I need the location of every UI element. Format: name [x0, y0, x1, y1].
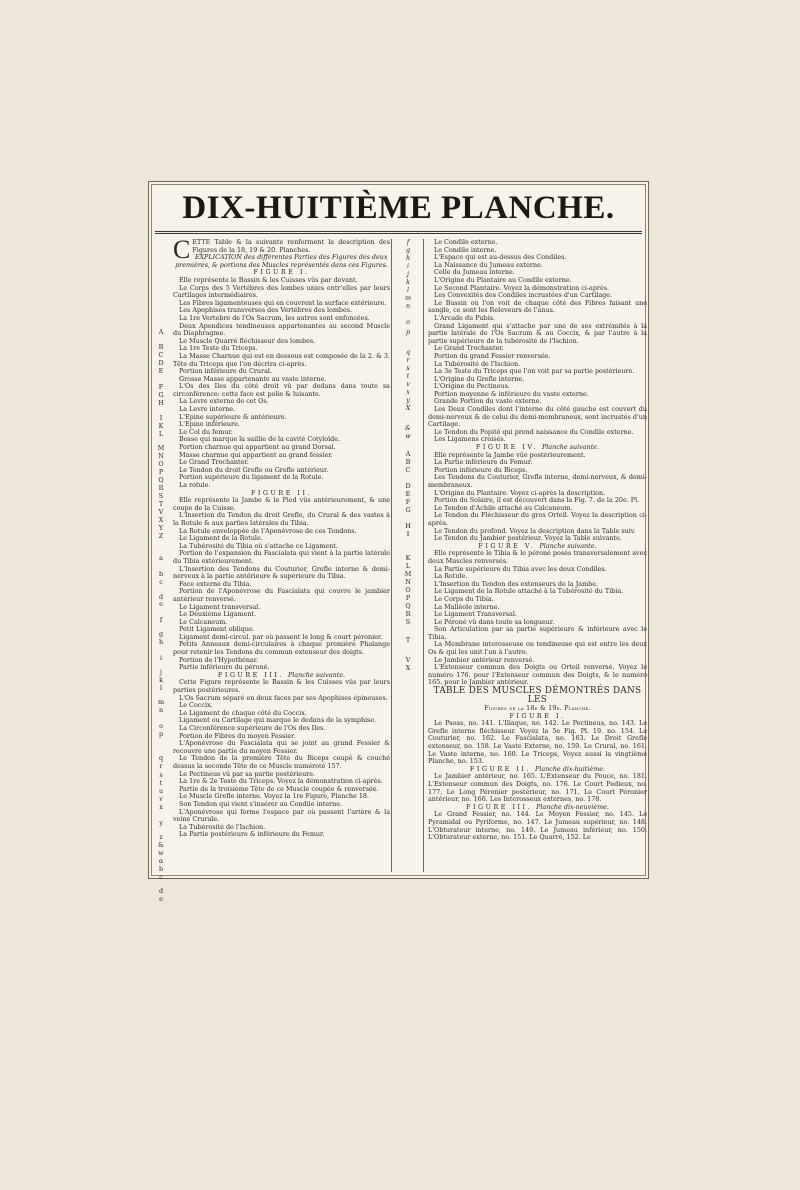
drop-cap: C	[173, 235, 191, 264]
reference-letter: c	[159, 578, 163, 586]
reference-letter: C	[405, 466, 411, 474]
reference-letter: f	[406, 238, 410, 246]
description-entry: Le Col du femur.	[179, 427, 233, 436]
description-entry: Partie de la troisième Tête de ce Muscle coupée & renversée.	[179, 784, 379, 793]
figure-label: FIGURE I.	[509, 711, 566, 720]
description-entry: Face externe du Tibia.	[179, 579, 252, 588]
description-entry: Les Fibres ligamenteuses qui en couvrent la surface extérieure.	[179, 298, 387, 307]
reference-letter: w	[158, 849, 164, 857]
reference-letter: P	[158, 468, 164, 476]
description-entry: La 3e Teste du Triceps que l'on voit par sa partie postérieure.	[434, 367, 635, 376]
intro-text: ETTE Table & la suivante renferment la description des Figures de la 18, 19 & 20. Planches.	[192, 238, 390, 254]
reference-letter: i	[406, 262, 410, 270]
description-entry: L'Epine inférieure.	[179, 420, 240, 429]
reference-letter: X	[158, 516, 164, 524]
description-entry: Les Ligamens croisés.	[434, 435, 506, 444]
description-entry: La Membrane interosseuse ou tendineuse qui est entre les deux Os & qui les unit l'un à l'autre.	[428, 640, 647, 657]
description-entry: Le Calcaneum.	[179, 617, 228, 626]
figure-label: FIGURE II.	[250, 488, 313, 497]
page-title: DIX-HUITIÈME PLANCHE.	[182, 190, 615, 226]
reference-letter: S	[405, 618, 411, 626]
description-entry: L'Espace qui est au-dessus des Condiles.	[434, 253, 567, 262]
column-rule-right	[423, 239, 424, 872]
description-entry: L'Insertion du Tendon du droit Grefle, du Crural & des vastes à la Rotule & aux parties latérales du Tibia.	[173, 511, 390, 527]
description-entry: L'Origine du Pectineus.	[434, 382, 510, 391]
description-entry: Le Bassin où l'on voit de chaque côté des Fibres faisant une sangle, ce sont les Releveurs de l'anus.	[428, 298, 647, 315]
reference-letter: G	[158, 391, 164, 399]
reference-letter: p	[405, 328, 411, 336]
reference-letter: D	[405, 482, 411, 490]
description-entry: Le Ligament de chaque côté du Coccix.	[179, 708, 307, 717]
reference-letter: u	[158, 787, 164, 795]
description-entry: L'Aponévrose du Fascialata qui se joint au grand Fessier & recouvre une partie du moyen Fessier.	[173, 739, 390, 755]
reference-letter: N	[405, 578, 411, 586]
description-entry: Le Ligament de la Rotule attaché à la Tubérosité du Tibia.	[434, 587, 624, 596]
description-entry: Le Tendon d'Achile attaché au Calcaneum.	[434, 503, 573, 512]
reference-letter: k	[406, 278, 410, 286]
description-entry: Portion de l'Hypothénar.	[179, 655, 259, 664]
description-entry: Le Condile interne.	[434, 245, 497, 254]
reference-letter: j	[160, 668, 162, 676]
description-entry: L'Origine du Plantaire. Voyez ci-après la description.	[434, 488, 606, 497]
description-entry: L'Epine supérieure & antérieure.	[179, 412, 287, 421]
reference-letter: H	[405, 522, 411, 530]
reference-letter: v	[159, 795, 163, 803]
figure-label: FIGURE I.	[253, 268, 310, 277]
description-entry: La Naissance du Jumeau externe.	[434, 260, 543, 269]
column-rule-left	[391, 239, 392, 872]
reference-letter: z	[159, 833, 163, 841]
description-entry: L'Os Sacrum séparé en deux faces par ses Apophises épineuses.	[179, 693, 388, 702]
reference-letter: Q	[405, 602, 411, 610]
reference-letter: A	[405, 450, 411, 458]
reference-letter: w	[405, 432, 411, 440]
description-entry: Le Deuxième Ligament.	[179, 610, 257, 619]
reference-letter: X	[405, 664, 411, 672]
description-entry: La Rotule.	[434, 572, 468, 581]
description-entry: Portion charnue qui appartient au grand Dorsal.	[179, 443, 336, 452]
figure-label: FIGURE V.	[478, 541, 536, 550]
description-entry: La 1re Vertebre de l'Os Sacrum, les autres sont enfoncées.	[179, 313, 370, 322]
description-entry: La Partie postérieure & inférieure du Femur.	[179, 830, 325, 839]
description-entry: L'Origine du Grefle interne.	[434, 374, 525, 383]
title-rule	[155, 231, 642, 234]
description-entry: Le Corps du Tibia.	[434, 594, 494, 603]
reference-letter: α	[158, 857, 164, 865]
reference-letter: V	[158, 508, 164, 516]
description-entry: Portion de l'Aponévrose du Fascialata qui couvre le jambier antérieur renversé.	[173, 587, 390, 603]
reference-letter: x	[159, 803, 163, 811]
description-entry: La 1re Teste du Triceps.	[179, 344, 258, 353]
reference-letter: c	[159, 873, 163, 881]
description-entry: La Tubérosité du Tibia où s'attache ce Ligament.	[179, 541, 338, 550]
description-entry: Ligament demi-circul. par où passent le long & court péronier.	[179, 632, 383, 641]
description-entry: Le Péroné vû dans toute sa longueur.	[434, 617, 555, 626]
description-entry: Le Muscle Grefle interne. Voyez la 1re Figure, Planche 18.	[179, 792, 369, 801]
reference-letter: t	[406, 372, 410, 380]
reference-letter: l	[406, 286, 410, 294]
reference-letter: R	[405, 610, 411, 618]
reference-letter: T	[158, 500, 164, 508]
description-entry: Celle du Jumeau interne.	[434, 268, 515, 277]
reference-letter: d	[158, 887, 164, 895]
description-entry: L'Arcade du Pubis.	[434, 313, 496, 322]
description-entry: Le Grand Trochanter.	[434, 344, 504, 353]
reference-letter: X	[405, 404, 411, 412]
figure-note: Planche dix-neuvième.	[536, 802, 609, 811]
reference-letter: H	[158, 399, 164, 407]
description-entry: Son Tendon qui vient s'insérer au Condile interne.	[179, 799, 343, 808]
description-entry: Le Jambier antérieur renversé.	[434, 655, 535, 664]
reference-letter: Q	[158, 476, 164, 484]
description-entry: L'Aponévrose qui ferme l'espace par où passent l'artère & la veine Crurale.	[173, 807, 390, 824]
figure-label: FIGURE III.	[217, 670, 284, 679]
reference-letter: s	[159, 771, 163, 779]
reference-letter: q	[158, 754, 164, 762]
reference-letter: B	[405, 458, 411, 466]
description-entry: La Circonférence supérieure de l'Os des Iles.	[179, 724, 326, 732]
description-entry: Grosse Masse appartenante au vaste interne.	[179, 374, 327, 383]
reference-letter: y	[159, 819, 163, 827]
reference-letter: b	[158, 570, 164, 578]
figure-note: Planche suivante.	[287, 670, 346, 679]
description-entry: La Rotule enveloppée de l'Aponévrose de ces Tendons.	[179, 526, 357, 535]
reference-letter: I	[159, 414, 163, 422]
reference-letter: r	[159, 762, 163, 770]
description-entry: Portion du grand Fessier renversée.	[434, 351, 551, 360]
reference-letter: L	[158, 430, 164, 438]
description-entry: Le Ligament de la Rotule.	[179, 534, 263, 543]
plate-sheet	[148, 181, 649, 903]
reference-letter: h	[405, 254, 411, 262]
description-entry: Le Ligament transversal.	[179, 602, 261, 611]
reference-letter: p	[158, 730, 164, 738]
description-entry: Le Second Plantaire. Voyez la démonstration ci-après.	[434, 283, 610, 292]
reference-letter: Z	[158, 532, 164, 540]
description-entry: Portion de l'expansion du Fascialata qui vient à la partie latérale du Tibia extérieurement.	[173, 549, 390, 565]
reference-letter: e	[159, 600, 163, 608]
description-entry: Le Tendon du Fléchisseur du gros Orteil. Voyez la description ci-après.	[428, 511, 647, 527]
description-entry: Le Tendon de la première Tête du Biceps coupé & couché dessus la seconde Tête de ce Muscle numéroté 157.	[173, 754, 390, 770]
reference-letter: S	[158, 492, 164, 500]
reference-letter: s	[406, 364, 410, 372]
description-entry: Le Psoas, no. 141. L'Iliaque, no. 142. Le Pectineus, no. 143. Le Grefle interne fléchisseur. Voyez la 5e Fig. Pl. 19. no. 154. Le Couturier, no. 162. Le Fascialata, no. 163. Le Droit Grefle extenseur, no. 158. Le Vaste Externe, no. 159. Le Crural, no. 161. Le Vaste interne, no. 160. Le Triceps, Voyez aussi la vingtième Planche, no. 153.	[428, 719, 647, 766]
reference-letter: F	[158, 383, 164, 391]
reference-letter: o	[159, 722, 163, 730]
description-entry: Portion inférieure du Crural.	[179, 367, 272, 376]
description-entry: Le Tendon du profond. Voyez la description dans la Table suiv.	[434, 526, 636, 535]
figure-label: FIGURE II.	[469, 764, 531, 773]
left-text-column	[173, 235, 390, 839]
description-entry: Portion inférieure du Biceps.	[434, 465, 528, 474]
description-entry: Partie inférieure du péroné.	[179, 663, 270, 672]
reference-letter: &	[405, 424, 411, 432]
reference-letter: n	[405, 302, 411, 310]
reference-letter: K	[158, 422, 164, 430]
reference-letter: N	[158, 452, 164, 460]
description-entry: Les Convexités des Condiles incrustées d'un Cartilage.	[434, 291, 613, 300]
description-entry: La Levre interne.	[179, 405, 236, 414]
description-entry: Portion de Fibres du moyen Fessier.	[179, 731, 296, 740]
description-entry: Le Grand Trochanter.	[179, 458, 249, 467]
reference-letter: M	[404, 570, 412, 578]
figure-label: FIGURE III.	[466, 802, 533, 811]
description-entry: Ligament ou Cartilage qui marque le dedans de la symphise.	[179, 716, 377, 725]
description-entry: Portion moyenne & inférieure du vaste externe.	[434, 389, 589, 398]
description-entry: La Partie inférieure du Femur.	[434, 458, 533, 467]
description-entry: Le Jambier antérieur, no. 165. L'Extenseur du Pouce, no. 181. L'Extenseur commun des Doigts, no. 176. Le Court Pedieux, no. 177. Le Long Péronier postérieur, no. 171. Le Court Péronier antérieur, no. 166. Les Interosseux externes, no. 178.	[428, 772, 647, 804]
reference-letter: Y	[158, 524, 164, 532]
description-entry: Le Tendon du Popité qui prend naissance du Condile externe.	[434, 427, 634, 436]
reference-letter: D	[158, 359, 164, 367]
description-entry: Le Coccix.	[179, 701, 213, 710]
reference-letter: F	[405, 498, 411, 506]
description-entry: Le Pectineus vû par sa partie postérieure.	[179, 769, 316, 778]
figure-note: Planche dix-huitième.	[534, 764, 606, 773]
figure-label: FIGURE IV.	[475, 443, 538, 452]
description-entry: Le Tendon du droit Grefle ou Grefle antérieur.	[179, 465, 329, 474]
description-entry: Son Articulation par sa partie supérieure & inférieure avec le Tibia.	[428, 625, 647, 641]
description-entry: L'Extenseur commun des Doigts ou Orteil renversé. Voyez le numéro 176. pour l'Extenseur commun des Doigts, & le numéro 165. pour le Jambier antérieur.	[428, 663, 647, 687]
reference-letter: P	[405, 594, 411, 602]
description-entry: Portion supérieure du ligament de la Rotule.	[179, 473, 324, 482]
reference-letter: V	[405, 656, 411, 664]
reference-letter: C	[158, 351, 164, 359]
reference-letter: R	[158, 484, 164, 492]
description-entry: Le Ligament Transversal.	[434, 610, 517, 619]
reference-letter: f	[159, 616, 163, 624]
description-entry: Le Grand Fessier, no. 144. Le Moyen Fessier, no. 145. Le Pyramidal ou Pyriforme, no. 147. Le Jumeau supérieur, no. 148. L'Obturateur interne, no. 149. Le Jumeau inférieur, no. 150. L'Obturateur externe, no. 151. Le Quarré, 152. Le	[428, 810, 647, 842]
reference-letter: O	[158, 460, 164, 468]
reference-letter: B	[158, 343, 164, 351]
description-entry: Elle représente le Bassin & les Cuisses vûs par devant.	[179, 275, 358, 284]
right-text-column	[428, 239, 647, 842]
reference-letter: G	[405, 506, 411, 514]
description-entry: L'Os des Iles du côté droit vû par dedans dans toute sa circonférence: cette face est polie & luisante.	[173, 382, 390, 398]
reference-letter: &	[158, 841, 164, 849]
table-subheading: Figures de la 18e & 19e. Planche.	[484, 704, 591, 713]
description-entry: La Tubérosité de l'Ischion.	[434, 359, 521, 368]
description-entry: Le Tendon du Jambier postérieur. Voyez la Table suivante.	[434, 534, 622, 543]
reference-letter: E	[158, 367, 164, 375]
table-heading: TABLE DES MUSCLES DÉMONTRÉS DANS LES	[433, 686, 642, 706]
reference-letter: g	[405, 246, 411, 254]
reference-letter: d	[158, 593, 164, 601]
reference-letter: t	[159, 779, 163, 787]
description-entry: La Levre externe de cet Os.	[179, 397, 269, 406]
reference-letter: T	[405, 636, 411, 644]
explication-heading: EXPLICATION des différentes Parties des Figures des deux premières, & portions des Muscles représentés dans ces Figures.	[175, 253, 388, 269]
reference-letter: b	[158, 865, 164, 873]
reference-letter: n	[158, 706, 164, 714]
description-entry: Le Muscle Quarré fléchisseur des lombes.	[179, 336, 316, 345]
description-entry: Le Condile externe.	[434, 238, 498, 246]
reference-letter: y	[406, 396, 410, 404]
description-entry: La rotule.	[179, 481, 211, 489]
figure-note: Planche suivante.	[541, 443, 600, 452]
description-entry: Grande Portion du vaste externe.	[434, 397, 542, 406]
reference-letter: m	[404, 294, 412, 302]
description-entry: Cette Figure représente le Bassin & les Cuisses vûs par leurs parties postérieures.	[173, 678, 390, 695]
description-entry: La Malléole interne.	[434, 602, 500, 611]
description-entry: Bosse qui marque la saillie de la cavité Cotyloïde.	[179, 435, 341, 444]
description-entry: La 1re & 2e Teste du Triceps. Voyez la démonstration ci-après.	[179, 777, 383, 786]
description-entry: La Masse Charnue qui est en dessous est composée de la 2. & 3. Tête du Triceps que l'on décrira ci-après.	[173, 351, 390, 368]
description-entry: Elle représente le Tibia & le péroné posés transversalement avec deux Muscles renversés.	[428, 549, 647, 565]
description-entry: Les Tendons du Couturier, Grefle interne, demi-nerveux, & demi-membraneux.	[428, 473, 647, 489]
figure-note: Planche suivante.	[539, 541, 597, 550]
reference-letter: o	[406, 318, 410, 326]
description-entry: L'Insertion du Tendon des extenseurs de la Jambe.	[434, 579, 599, 588]
description-entry: Elle représente la Jambe & le Pied vûs antérieurement, & une coupe de la Cuisse.	[173, 496, 390, 512]
reference-letter: j	[407, 270, 409, 278]
description-entry: Deux Apendices tendineuses appartenantes au second Muscle du Diaphragme.	[173, 321, 390, 338]
description-entry: Les Deux Condiles dont l'interne du côté gauche est couvert du demi-nerveux & de celui du demi-membraneux, sont incrustés d'un Cartilage.	[428, 405, 647, 429]
reference-letter: h	[158, 638, 164, 646]
reference-letter: L	[405, 562, 411, 570]
reference-letter: i	[159, 654, 163, 662]
reference-letter: e	[159, 895, 163, 903]
reference-letter: x	[406, 388, 410, 396]
description-entry: Portion du Solaire, il est découvert dans la Fig. 7. de la 20e. Pl.	[434, 496, 640, 505]
description-entry: Masse charnue qui appartient au grand fessier.	[179, 450, 333, 459]
reference-letter: l	[159, 684, 163, 692]
description-entry: La Tubérosité de l'Ischion.	[179, 822, 266, 831]
description-entry: Les Apophises transverses des Vertébres des lombes.	[179, 306, 353, 315]
description-entry: La Partie supérieure du Tibia avec les deux Condiles.	[434, 564, 607, 573]
reference-letter: v	[406, 380, 410, 388]
description-entry: L'Insertion des Tendons du Couturier, Grefle interne & demi-nerveux à la partie antérieure & supérieure du Tibia.	[173, 564, 390, 581]
description-entry: Grand Ligament qui s'attache par une de ses extrémités à la partie latérale de l'Os Sacrum & au Coccix, & par l'autre à la partie supérieure de la tubérosité de l'Ischion.	[428, 321, 647, 345]
reference-letter: q	[405, 348, 411, 356]
reference-letter: r	[406, 356, 410, 364]
reference-letter: a	[159, 554, 163, 562]
description-entry: L'Origine du Plantaire au Condile externe.	[434, 275, 572, 284]
description-entry: Elle représente la Jambe vûe postérieurement.	[434, 450, 586, 459]
reference-letter: k	[159, 676, 163, 684]
reference-letter: O	[405, 586, 411, 594]
reference-letter: g	[158, 630, 164, 638]
reference-letter: K	[405, 554, 411, 562]
reference-letter: E	[405, 490, 411, 498]
description-entry: Petits Anneaux demi-circulaires à chaque première Phalange pour retenir les Tendons du commun extenseur des doigts.	[173, 640, 390, 657]
reference-letter: I	[406, 530, 410, 538]
description-entry: Petit Ligament oblique.	[179, 625, 255, 634]
reference-letter: A	[158, 328, 164, 336]
reference-letter: m	[157, 698, 165, 706]
reference-letter: M	[157, 444, 165, 452]
description-entry: Le Corps des 5 Vertébres des lombes unies entr'elles par leurs Cartilages intermédiaires.	[173, 283, 390, 300]
